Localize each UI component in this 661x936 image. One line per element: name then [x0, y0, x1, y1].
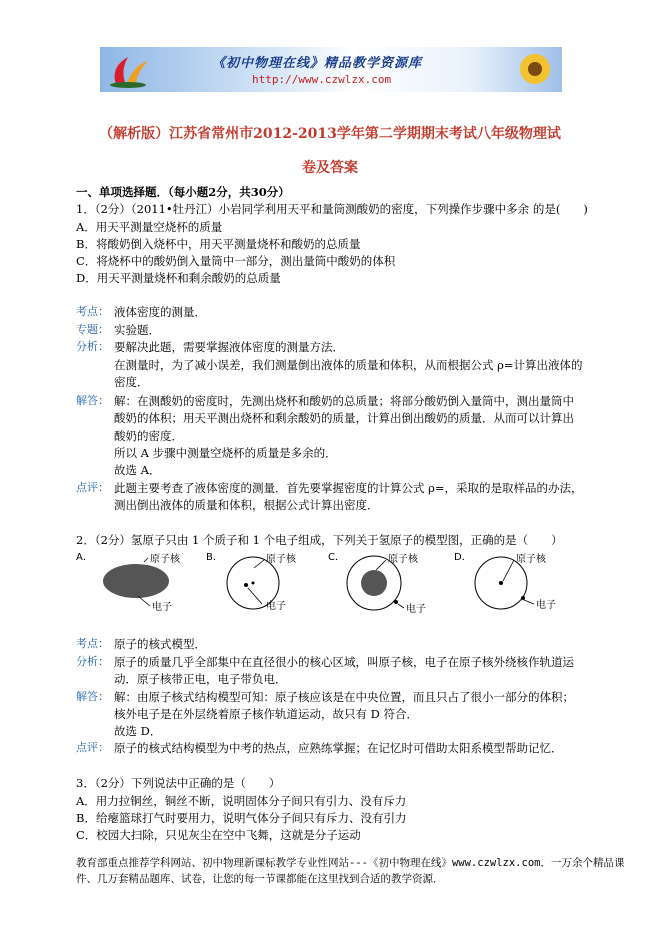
q1-jieda-line: 解：在测酸奶的密度时，先测出烧杯和酸奶的总质量；将部分酸奶倒入量筒中，测出量筒中 [114, 394, 574, 408]
q1-fenxi-line: 在测量时，为了减小误差，我们测量倒出液体的质量和体积，从而根据公式 ρ=计算出液体的 [114, 358, 583, 372]
option-c-electron-label: 电子 [406, 604, 426, 615]
option-d-nucleus-label: 原子核 [516, 554, 546, 565]
option-d-electron-label: 电子 [536, 600, 556, 611]
banner-url[interactable]: http://www.czwlzx.com [252, 73, 392, 86]
option-d-letter: D． [454, 552, 472, 563]
header-banner [100, 47, 562, 92]
q1-dianping-line: 此题主要考查了液体密度的测量．首先要掌握密度的计算公式 ρ=，采取的是取样品的办法， [114, 481, 583, 495]
q1-option-d: D．用天平测量烧杯和剩余酸奶的总质量 [76, 271, 281, 285]
q3-option-c: C．校园大扫除，只见灰尘在空中飞舞，这就是分子运动 [76, 828, 361, 842]
site-logo-icon [106, 51, 154, 89]
option-a-electron-label: 电子 [152, 602, 172, 613]
q2-fenxi-label: 分析： [76, 655, 109, 668]
q1-fenxi-label: 分析： [76, 340, 109, 353]
q2-dianping-label: 点评： [76, 741, 109, 754]
q2-dianping-line: 原子的核式结构模型为中考的热点，应熟练掌握；在记忆时可借助太阳系模型帮助记忆． [114, 741, 563, 755]
q1-dianping-label: 点评： [76, 481, 109, 494]
sunflower-icon [510, 49, 560, 91]
q1-option-c: C．将烧杯中的酸奶倒入量筒中一部分，测出量筒中酸奶的体积 [76, 254, 396, 268]
option-b-letter: B． [206, 552, 223, 563]
document-title-line2: 卷及答案 [302, 160, 358, 176]
q1-fenxi-line: 要解决此题，需要掌握液体密度的测量方法． [114, 340, 344, 354]
q1-jieda-line: 所以 A 步骤中测量空烧杯的质量是多余的． [114, 446, 337, 460]
q1-jieda-line: 故选 A． [114, 463, 161, 477]
q1-option-a: A．用天平测量空烧杯的质量 [76, 220, 223, 234]
q1-kaodian: 液体密度的测量． [114, 305, 206, 319]
q1-jieda-line: 酸奶的体积；用天平测出烧杯和剩余酸奶的质量，计算出倒出酸奶的质量．从而可以计算出 [114, 411, 574, 425]
option-b-nucleus-label: 原子核 [266, 554, 296, 565]
banner-title: 《初中物理在线》精品教学资源库 [212, 56, 423, 71]
question-3-stem: 3．（2分）下列说法中正确的是（ ） [76, 776, 281, 790]
option-a-nucleus-label: 原子核 [150, 554, 180, 565]
question-2-stem: 2．（2分）氢原子只由 1 个质子和 1 个电子组成，下列关于氢原子的模型图，正确的是（ ） [76, 533, 563, 547]
option-a-atom-icon [103, 564, 169, 598]
q1-zhuanti: 实验题． [114, 323, 160, 337]
option-b-electron-label: 电子 [266, 601, 286, 612]
q1-dianping-line: 测出倒出液体的质量和体积，根据公式计算出密度． [114, 498, 379, 512]
q2-jieda-line: 解：由原子核式结构模型可知：原子核应该是在中央位置，而且只占了很小一部分的体积； [114, 690, 574, 704]
q2-jieda-label: 解答： [76, 690, 109, 703]
q1-fenxi-line: 密度． [114, 375, 149, 389]
atom-models-figure [76, 548, 576, 628]
document-title-line1: （解析版）江苏省常州市2012-2013学年第二学期期末考试八年级物理试 [99, 126, 561, 142]
q1-jieda-label: 解答： [76, 394, 109, 407]
q1-zhuanti-label: 专题： [76, 323, 109, 336]
option-c-nucleus-label: 原子核 [388, 554, 418, 565]
q2-kaodian: 原子的核式模型． [114, 637, 206, 651]
q3-option-b: B．给瘪篮球打气时要用力，说明气体分子间只有斥力、没有引力 [76, 811, 407, 825]
q2-kaodian-label: 考点： [76, 637, 109, 650]
footer-line2: 件、几万套精品题库、试卷，让您的每一节课都能在这里找到合适的教学资源． [76, 873, 444, 885]
q1-jieda-line: 酸奶的密度． [114, 429, 183, 443]
q1-option-b: B．将酸奶倒入烧杯中，用天平测量烧杯和酸奶的总质量 [76, 237, 361, 251]
q2-jieda-line: 核外电子是在外层绕着原子核作轨道运动，故只有 D 符合． [114, 707, 419, 721]
option-a-letter: A． [76, 552, 93, 563]
q1-kaodian-label: 考点： [76, 305, 109, 318]
option-c-letter: C． [328, 552, 345, 563]
q3-option-a: A．用力拉铜丝，铜丝不断，说明固体分子间只有引力、没有斥力 [76, 794, 407, 808]
q2-fenxi-line: 动．原子核带正电，电子带负电． [114, 672, 287, 686]
section-heading: 一、单项选择题．（每小题2分，共30分） [76, 185, 290, 199]
q2-jieda-line: 故选 D． [114, 724, 162, 738]
question-1-stem: 1．（2分）（2011•牡丹江）小岩同学利用天平和量筒测酸奶的密度，下列操作步骤中多余 的是( ) [76, 202, 588, 216]
q2-fenxi-line: 原子的质量几乎全部集中在直径很小的核心区域，叫原子核，电子在原子核外绕核作轨道运 [114, 655, 574, 669]
footer-line1: 教育部重点推荐学科网站、初中物理新课标教学专业性网站---《初中物理在线》www.czwlzx.com．一万余个精品课 [76, 857, 625, 869]
